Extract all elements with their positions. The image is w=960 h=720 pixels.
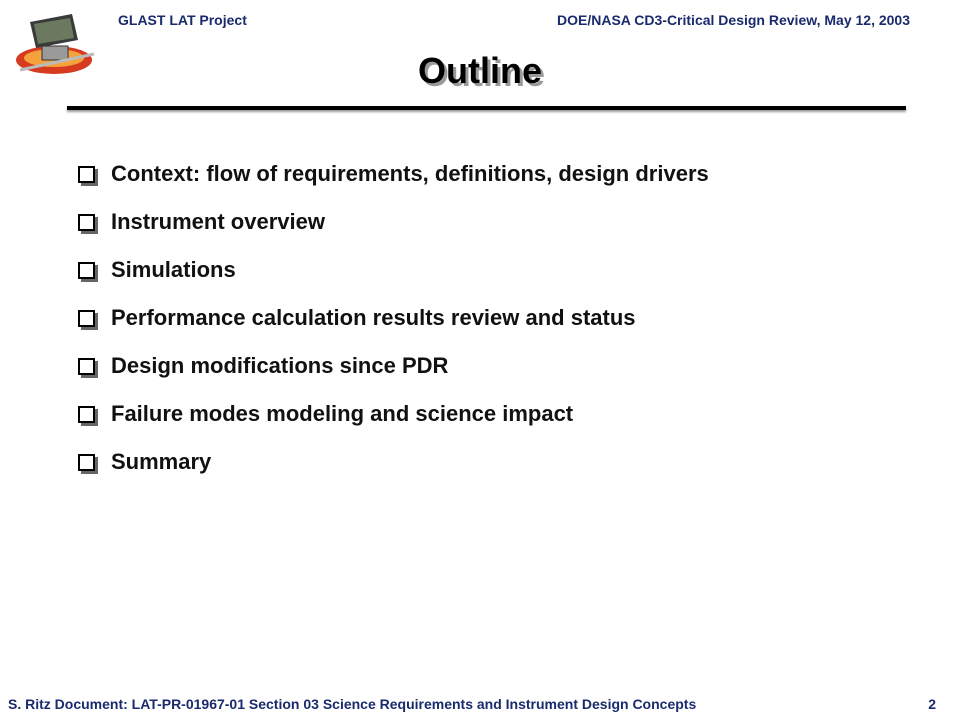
header-project: GLAST LAT Project [118, 12, 247, 28]
bullet-text: Simulations [111, 257, 236, 282]
list-item [78, 438, 709, 486]
checkbox-bullet-icon [78, 454, 95, 471]
bullet-text: Instrument overview [111, 209, 325, 234]
checkbox-bullet-icon [78, 310, 95, 327]
bullet-text: Failure modes modeling and science impact [111, 401, 574, 426]
list-item [78, 342, 709, 390]
slide-title: Outline [418, 50, 542, 91]
bullet-text: Design modifications since PDR [111, 353, 449, 378]
page-number: 2 [928, 696, 936, 712]
list-item [78, 294, 709, 342]
list-item [78, 246, 709, 294]
list-item [78, 390, 709, 438]
bullet-text: Summary [111, 449, 212, 474]
header-review: DOE/NASA CD3-Critical Design Review, May 12, 2003 [557, 12, 910, 28]
bullet-text: Performance calculation results review and status [111, 305, 636, 330]
footer-text: S. Ritz Document: LAT-PR-01967-01 Section 03 Science Requirements and Instrument Design Concepts [8, 696, 697, 712]
title-divider [67, 106, 906, 110]
list-item [78, 198, 709, 246]
bullet-text: Context: flow of requirements, definitions, design drivers [111, 161, 709, 186]
checkbox-bullet-icon [78, 358, 95, 375]
footer [8, 696, 936, 712]
outline-list [78, 150, 709, 486]
checkbox-bullet-icon [78, 166, 95, 183]
checkbox-bullet-icon [78, 262, 95, 279]
list-item [78, 150, 709, 198]
checkbox-bullet-icon [78, 406, 95, 423]
checkbox-bullet-icon [78, 214, 95, 231]
